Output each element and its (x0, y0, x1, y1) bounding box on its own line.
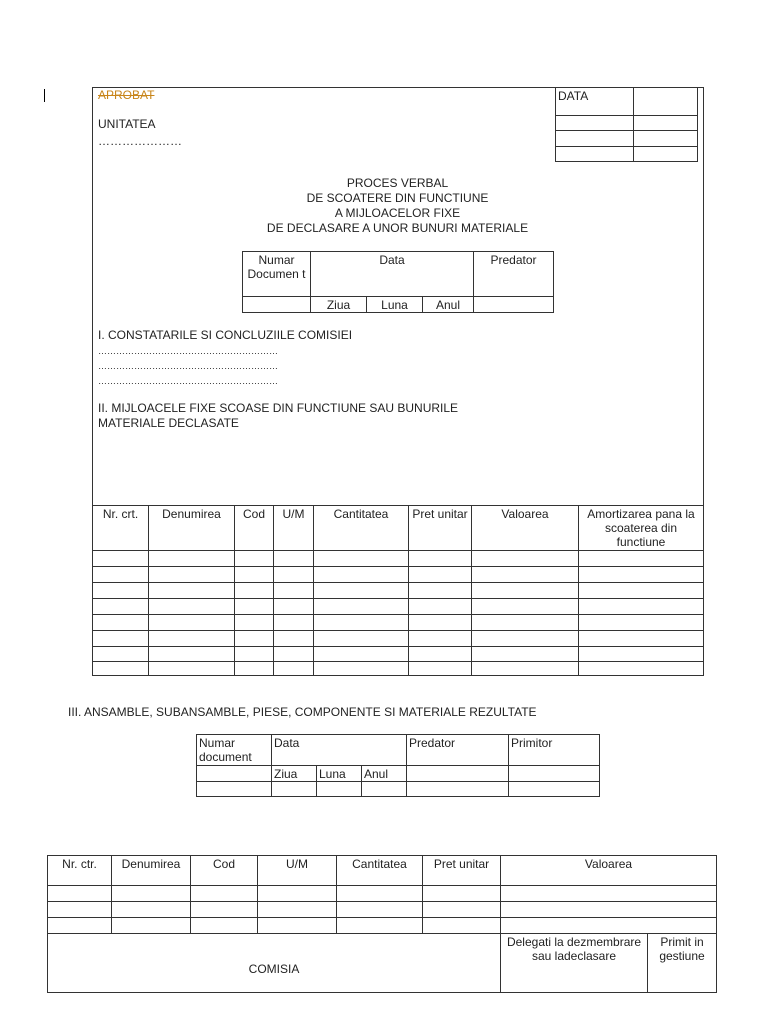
unit-dots: ………………… (98, 134, 182, 148)
doc-date-header: Data (310, 251, 474, 297)
items-header-1: Nr. crt. (92, 505, 149, 551)
items-cell[interactable] (273, 582, 314, 599)
items-cell[interactable] (313, 661, 409, 676)
items-header-5: Cantitatea (313, 505, 409, 551)
items-cell[interactable] (313, 630, 409, 647)
items-cell[interactable] (148, 582, 235, 599)
items-cell[interactable] (234, 598, 274, 615)
date-cell: DATA (555, 87, 634, 116)
items-cell[interactable] (92, 566, 149, 583)
items-cell[interactable] (148, 646, 235, 662)
section-1-dots-2: …………………………………………………… (98, 361, 278, 371)
items-cell[interactable] (578, 646, 704, 662)
text-cursor (44, 89, 45, 102)
doc2-data-cell[interactable] (271, 781, 317, 797)
parts-cell[interactable] (336, 917, 423, 934)
parts-header-3: Cod (190, 855, 258, 886)
parts-cell[interactable] (111, 901, 191, 918)
section-1-dots-3: …………………………………………………… (98, 376, 278, 386)
items-cell[interactable] (148, 598, 235, 615)
title-line-2: DE SCOATERE DIN FUNCTIUNE (306, 191, 489, 205)
items-cell[interactable] (148, 614, 235, 631)
items-cell[interactable] (471, 550, 579, 567)
items-cell[interactable] (234, 614, 274, 631)
items-cell[interactable] (234, 661, 274, 676)
doc-number-header: Numar Documen t (242, 251, 311, 297)
items-cell[interactable] (578, 582, 704, 599)
parts-cell[interactable] (190, 885, 258, 902)
doc2-date-header: Data (271, 734, 407, 766)
items-cell[interactable] (471, 598, 579, 615)
doc2-year-header: Anul (361, 765, 407, 782)
title-line-3: A MIJLOACELOR FIXE (334, 206, 461, 220)
parts-cell[interactable] (190, 901, 258, 918)
items-cell[interactable] (408, 661, 472, 676)
items-cell[interactable] (92, 646, 149, 662)
doc2-predator-header: Predator (406, 734, 509, 766)
doc-year-header: Anul (422, 296, 474, 313)
items-cell[interactable] (273, 598, 314, 615)
parts-cell[interactable] (111, 917, 191, 934)
parts-cell[interactable] (336, 901, 423, 918)
doc-number-cell[interactable] (242, 296, 311, 313)
items-cell[interactable] (92, 614, 149, 631)
commission-cell: COMISIA (47, 933, 501, 993)
items-header-7: Valoarea (471, 505, 579, 551)
items-cell[interactable] (92, 661, 149, 676)
parts-cell[interactable] (422, 917, 501, 934)
parts-header-5: Cantitatea (336, 855, 423, 886)
doc2-predator-cell[interactable] (406, 765, 509, 782)
delegates-cell: Delegati la dezmembrare sau ladeclasare (500, 933, 648, 993)
doc2-primitor-header: Primitor (508, 734, 600, 766)
date-value-cell[interactable] (633, 87, 698, 116)
items-cell[interactable] (92, 582, 149, 599)
items-cell[interactable] (313, 550, 409, 567)
items-cell[interactable] (471, 614, 579, 631)
items-cell[interactable] (408, 550, 472, 567)
section-2-title-line-1: II. MIJLOACELE FIXE SCOASE DIN FUNCTIUNE SAU BUNURILE (98, 401, 459, 415)
items-cell[interactable] (234, 550, 274, 567)
parts-cell[interactable] (500, 917, 717, 934)
parts-cell[interactable] (422, 885, 501, 902)
parts-cell[interactable] (47, 885, 112, 902)
items-cell[interactable] (92, 598, 149, 615)
section-2-title-line-2: MATERIALE DECLASATE (98, 416, 239, 430)
doc2-data-cell[interactable] (406, 781, 509, 797)
items-cell[interactable] (313, 566, 409, 583)
items-cell[interactable] (148, 630, 235, 647)
title-line-1: PROCES VERBAL (346, 176, 449, 190)
items-cell[interactable] (408, 598, 472, 615)
items-cell[interactable] (234, 566, 274, 583)
parts-header-6: Pret unitar (422, 855, 501, 886)
items-cell[interactable] (578, 614, 704, 631)
items-cell[interactable] (578, 566, 704, 583)
items-header-2: Denumirea (148, 505, 235, 551)
items-cell[interactable] (234, 582, 274, 599)
parts-cell[interactable] (336, 885, 423, 902)
items-cell[interactable] (471, 661, 579, 676)
items-cell[interactable] (234, 630, 274, 647)
items-cell[interactable] (408, 646, 472, 662)
date-value-cell[interactable] (633, 146, 698, 162)
items-cell[interactable] (273, 550, 314, 567)
items-cell[interactable] (471, 630, 579, 647)
doc2-data-cell[interactable] (361, 781, 407, 797)
parts-header-2: Denumirea (111, 855, 191, 886)
doc2-data-cell[interactable] (316, 781, 362, 797)
items-cell[interactable] (92, 550, 149, 567)
doc2-month-header: Luna (316, 765, 362, 782)
date-cell[interactable] (555, 130, 634, 147)
parts-cell[interactable] (190, 917, 258, 934)
parts-cell[interactable] (111, 885, 191, 902)
items-cell[interactable] (578, 661, 704, 676)
unit-label: UNITATEA (98, 117, 156, 131)
doc-predator-cell[interactable] (473, 296, 554, 313)
items-cell[interactable] (471, 566, 579, 583)
doc2-data-cell[interactable] (196, 781, 272, 797)
items-cell[interactable] (234, 646, 274, 662)
received-cell: Primit in gestiune (647, 933, 717, 993)
parts-cell[interactable] (500, 901, 717, 918)
parts-cell[interactable] (257, 901, 337, 918)
doc-predator-header: Predator (473, 251, 554, 297)
items-cell[interactable] (313, 646, 409, 662)
items-cell[interactable] (273, 614, 314, 631)
items-cell[interactable] (148, 566, 235, 583)
items-header-3: Cod (234, 505, 274, 551)
items-cell[interactable] (408, 630, 472, 647)
title-line-4: DE DECLASARE A UNOR BUNURI MATERIALE (266, 221, 529, 235)
doc2-primitor-cell[interactable] (508, 765, 600, 782)
parts-cell[interactable] (47, 901, 112, 918)
section-1-dots-1: …………………………………………………… (98, 346, 278, 356)
items-cell[interactable] (408, 566, 472, 583)
items-header-8: Amortizarea pana la scoaterea din functiune (578, 505, 704, 551)
items-cell[interactable] (273, 630, 314, 647)
items-cell[interactable] (92, 630, 149, 647)
items-cell[interactable] (408, 582, 472, 599)
parts-cell[interactable] (500, 885, 717, 902)
items-cell[interactable] (408, 614, 472, 631)
items-cell[interactable] (148, 550, 235, 567)
items-cell[interactable] (578, 550, 704, 567)
items-cell[interactable] (578, 598, 704, 615)
items-header-4: U/M (273, 505, 314, 551)
doc-month-header: Luna (366, 296, 423, 313)
doc2-day-header: Ziua (271, 765, 317, 782)
items-cell[interactable] (313, 614, 409, 631)
items-cell[interactable] (273, 661, 314, 676)
date-cell[interactable] (555, 115, 634, 131)
doc2-number-cell[interactable] (196, 765, 272, 782)
section-3-title: III. ANSAMBLE, SUBANSAMBLE, PIESE, COMPONENTE SI MATERIALE REZULTATE (68, 705, 537, 719)
parts-header-1: Nr. ctr. (47, 855, 112, 886)
date-value-cell[interactable] (633, 130, 698, 147)
items-cell[interactable] (471, 582, 579, 599)
date-value-cell[interactable] (633, 115, 698, 131)
approved-label: APROBAT (98, 88, 155, 102)
items-cell[interactable] (313, 598, 409, 615)
doc2-number-header: Numar document (196, 734, 272, 766)
parts-cell[interactable] (47, 917, 112, 934)
doc2-data-cell[interactable] (508, 781, 600, 797)
section-1-title: I. CONSTATARILE SI CONCLUZIILE COMISIEI (98, 328, 353, 342)
items-header-6: Pret unitar (408, 505, 472, 551)
parts-cell[interactable] (422, 901, 501, 918)
items-cell[interactable] (148, 661, 235, 676)
parts-header-4: U/M (257, 855, 337, 886)
parts-cell[interactable] (257, 917, 337, 934)
items-cell[interactable] (313, 582, 409, 599)
doc-day-header: Ziua (310, 296, 367, 313)
items-cell[interactable] (471, 646, 579, 662)
parts-cell[interactable] (257, 885, 337, 902)
items-cell[interactable] (578, 630, 704, 647)
parts-header-7: Valoarea (500, 855, 717, 886)
items-cell[interactable] (273, 646, 314, 662)
items-cell[interactable] (273, 566, 314, 583)
date-cell[interactable] (555, 146, 634, 162)
